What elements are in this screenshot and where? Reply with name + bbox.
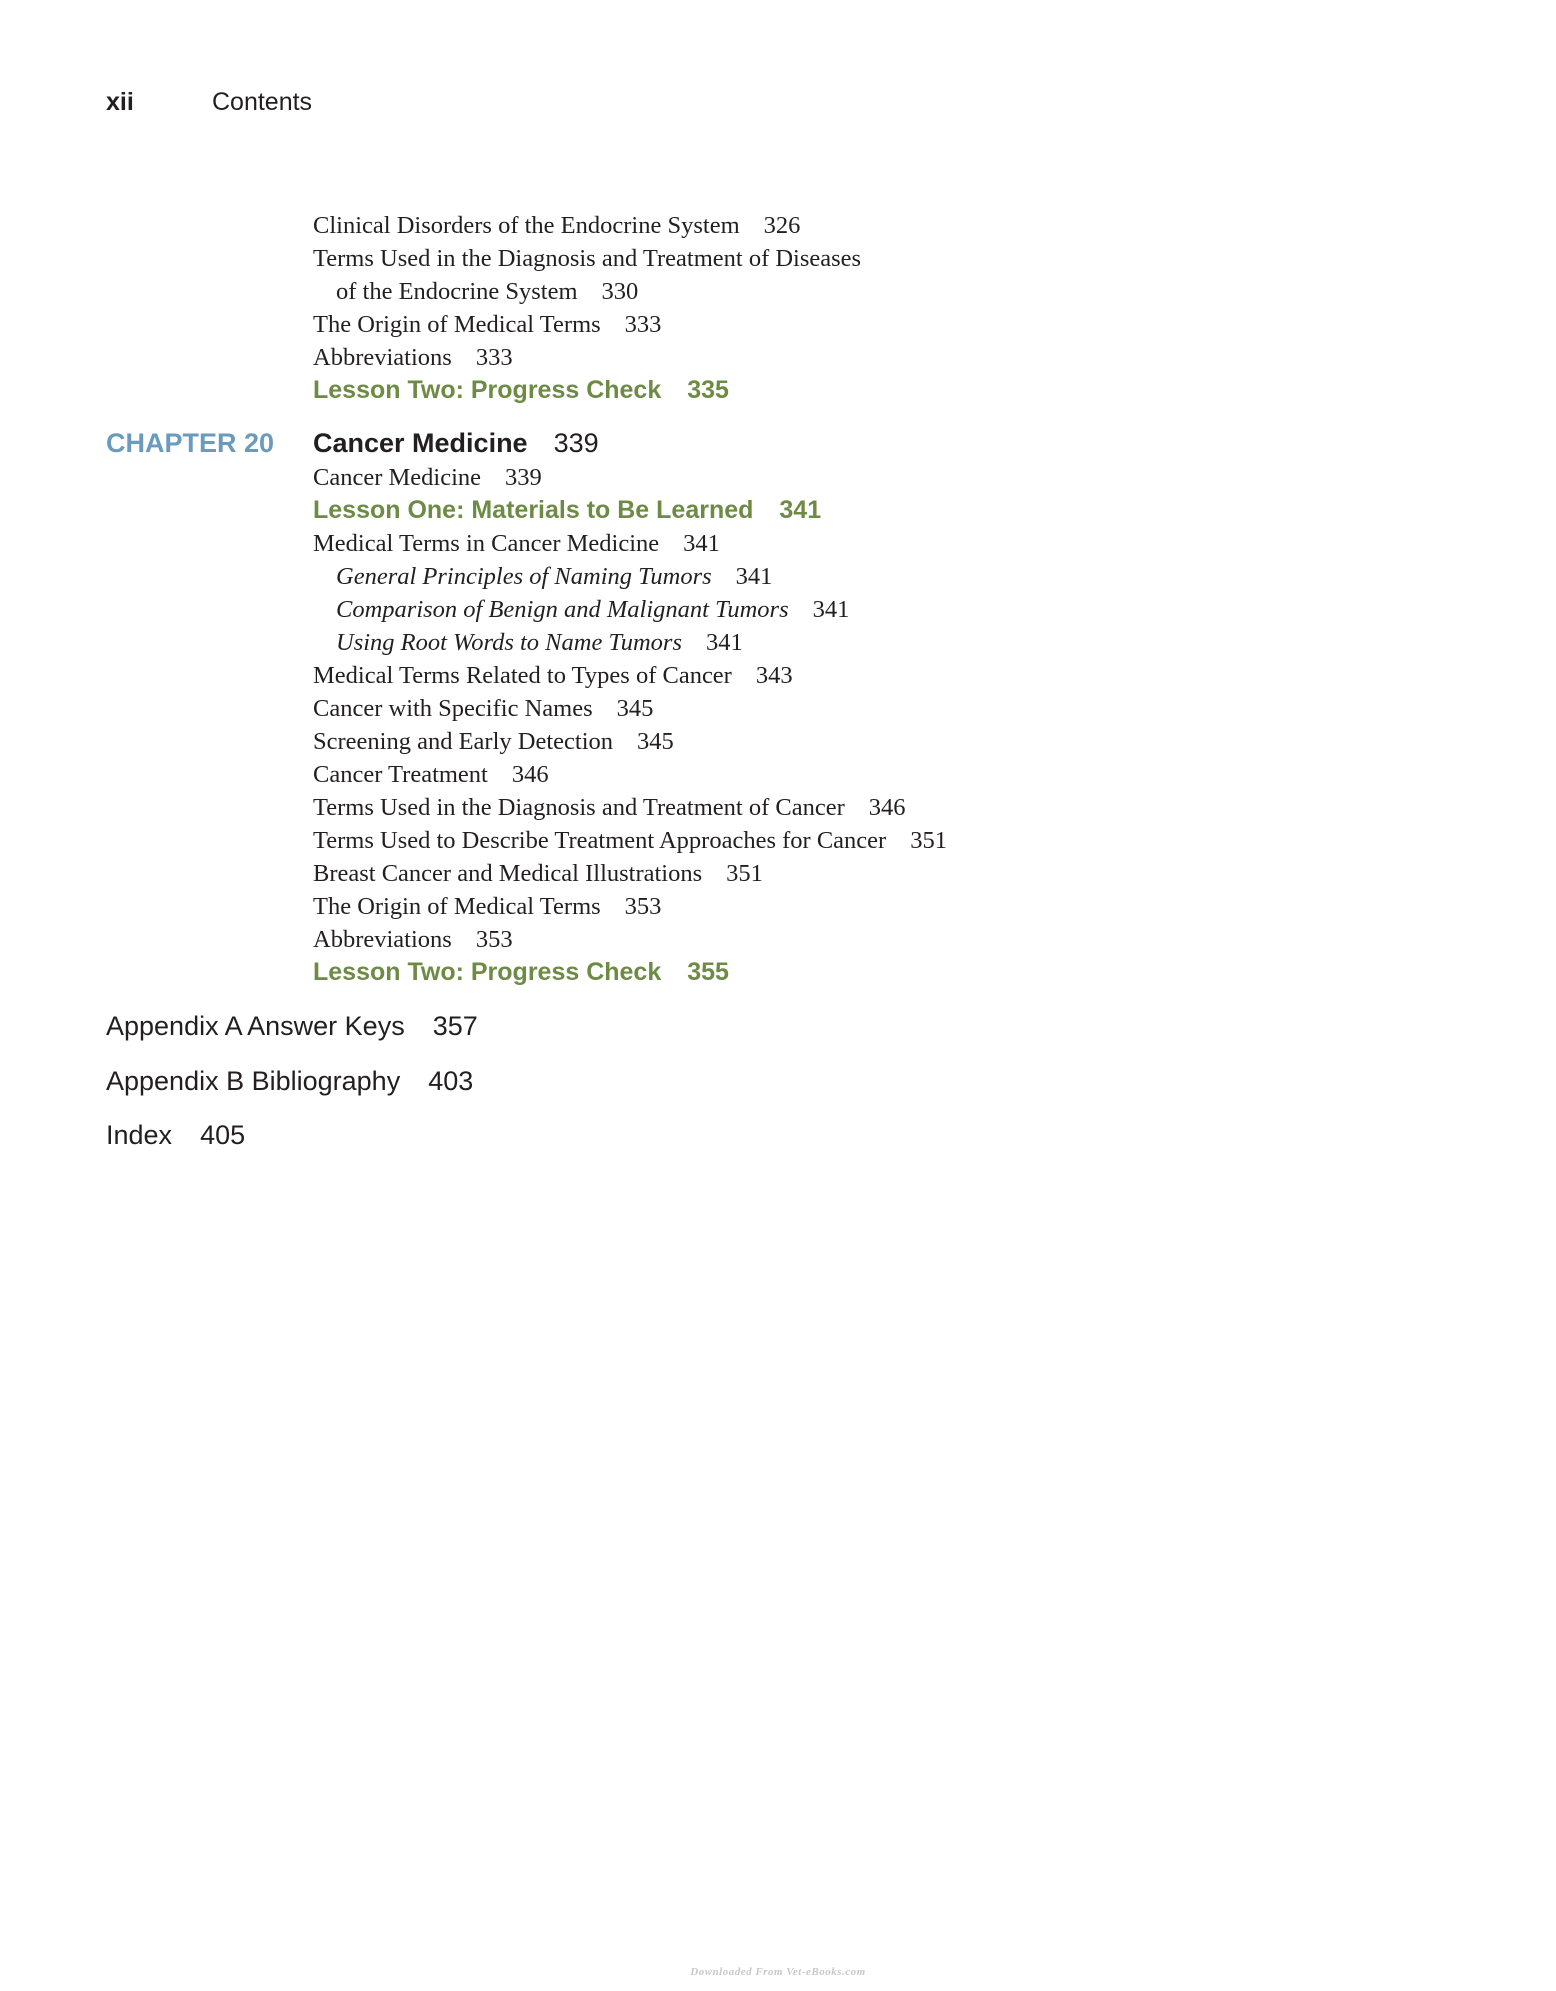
toc-entry[interactable] [313, 857, 947, 890]
index-page: 405 [200, 1120, 246, 1150]
toc-entry-title: Medical Terms Related to Types of Cancer [313, 662, 732, 689]
toc-entry[interactable] [313, 461, 947, 494]
lesson-title: Lesson Two: Progress Check [313, 376, 662, 404]
toc-entry-page: 333 [624, 311, 662, 338]
appendix-title: Appendix A Answer Keys [106, 1011, 405, 1041]
download-watermark: Downloaded From Vet-eBooks.com [690, 1966, 866, 1978]
toc-entry-page: 346 [868, 794, 906, 821]
toc-appendix-b[interactable] [106, 1062, 473, 1100]
toc-entry[interactable] [313, 308, 861, 341]
lesson-page: 335 [687, 376, 729, 404]
toc-entry[interactable] [313, 341, 861, 374]
toc-entry[interactable] [313, 725, 947, 758]
toc-lesson-heading[interactable] [313, 494, 947, 527]
toc-entry-page: 341 [812, 596, 850, 623]
toc-entry-title: Clinical Disorders of the Endocrine System [313, 212, 740, 239]
toc-entry-page: 326 [763, 212, 801, 239]
toc-block-chapter-20 [313, 461, 947, 989]
toc-entry-title: Abbreviations [313, 344, 452, 371]
toc-entry-title: Terms Used in the Diagnosis and Treatment of Diseases [313, 245, 862, 272]
toc-entry[interactable] [313, 527, 947, 560]
running-head-section: Contents [212, 88, 313, 116]
toc-subentry-title: Using Root Words to Name Tumors [336, 629, 683, 656]
toc-entry-page: 346 [511, 761, 549, 788]
toc-entry[interactable] [313, 758, 947, 791]
toc-entry[interactable] [313, 890, 947, 923]
toc-entry-page: 351 [726, 860, 763, 887]
toc-entry-title: Abbreviations [313, 926, 452, 953]
toc-index[interactable] [106, 1116, 245, 1154]
chapter-page: 339 [553, 428, 599, 458]
toc-lesson-heading[interactable] [313, 374, 861, 407]
toc-lesson-heading[interactable] [313, 956, 947, 989]
toc-entry[interactable] [313, 209, 861, 242]
toc-entry-title: Screening and Early Detection [313, 728, 614, 755]
toc-entry-page: 345 [616, 695, 654, 722]
toc-entry[interactable] [313, 692, 947, 725]
toc-entry-page: 341 [706, 629, 743, 656]
lesson-page: 341 [779, 496, 822, 524]
appendix-page: 403 [428, 1066, 474, 1096]
toc-entry-title: The Origin of Medical Terms [313, 311, 601, 338]
toc-entry[interactable] [313, 242, 861, 275]
toc-entry-title: Terms Used in the Diagnosis and Treatment of Cancer [313, 794, 845, 821]
toc-appendix-a[interactable] [106, 1007, 478, 1045]
toc-subentry-title: General Principles of Naming Tumors [336, 563, 712, 590]
running-head [106, 82, 312, 122]
toc-entry[interactable] [313, 659, 947, 692]
toc-entry-page: 341 [683, 530, 720, 557]
toc-entry-page: 330 [601, 278, 639, 305]
toc-subentry[interactable] [313, 593, 947, 626]
toc-subentry[interactable] [313, 560, 947, 593]
lesson-page: 355 [687, 958, 729, 986]
chapter-label: CHAPTER 20 [106, 428, 275, 458]
appendix-title: Appendix B Bibliography [106, 1066, 401, 1096]
lesson-title: Lesson One: Materials to Be Learned [313, 496, 754, 524]
toc-entry-title: Cancer Treatment [313, 761, 488, 788]
chapter-title: Cancer Medicine [313, 428, 528, 458]
toc-block-previous-chapter [313, 209, 861, 407]
toc-entry-page: 333 [475, 344, 513, 371]
toc-entry-page: 353 [624, 893, 662, 920]
toc-entry-page: 345 [637, 728, 674, 755]
toc-entry-page: 343 [755, 662, 793, 689]
toc-entry[interactable] [313, 923, 947, 956]
toc-entry-title: Medical Terms in Cancer Medicine [313, 530, 660, 557]
toc-entry-page: 341 [735, 563, 773, 590]
page-folio: xii [106, 88, 134, 116]
chapter-heading[interactable] [106, 425, 599, 461]
toc-subentry[interactable] [313, 626, 947, 659]
toc-entry-continuation[interactable] [313, 275, 861, 308]
toc-entry-title: Cancer with Specific Names [313, 695, 593, 722]
toc-entry-title: of the Endocrine System [336, 278, 578, 305]
lesson-title: Lesson Two: Progress Check [313, 958, 662, 986]
toc-entry[interactable] [313, 824, 947, 857]
toc-entry-title: Terms Used to Describe Treatment Approaches for Cancer [313, 827, 887, 854]
toc-entry-title: Breast Cancer and Medical Illustrations [313, 860, 703, 887]
toc-entry-title: The Origin of Medical Terms [313, 893, 601, 920]
toc-entry-page: 353 [475, 926, 513, 953]
index-title: Index [106, 1120, 173, 1150]
toc-entry[interactable] [313, 791, 947, 824]
toc-subentry-title: Comparison of Benign and Malignant Tumors [336, 596, 789, 623]
toc-entry-page: 351 [910, 827, 947, 854]
toc-entry-page: 339 [505, 464, 542, 491]
appendix-page: 357 [432, 1011, 478, 1041]
toc-entry-title: Cancer Medicine [313, 464, 482, 491]
